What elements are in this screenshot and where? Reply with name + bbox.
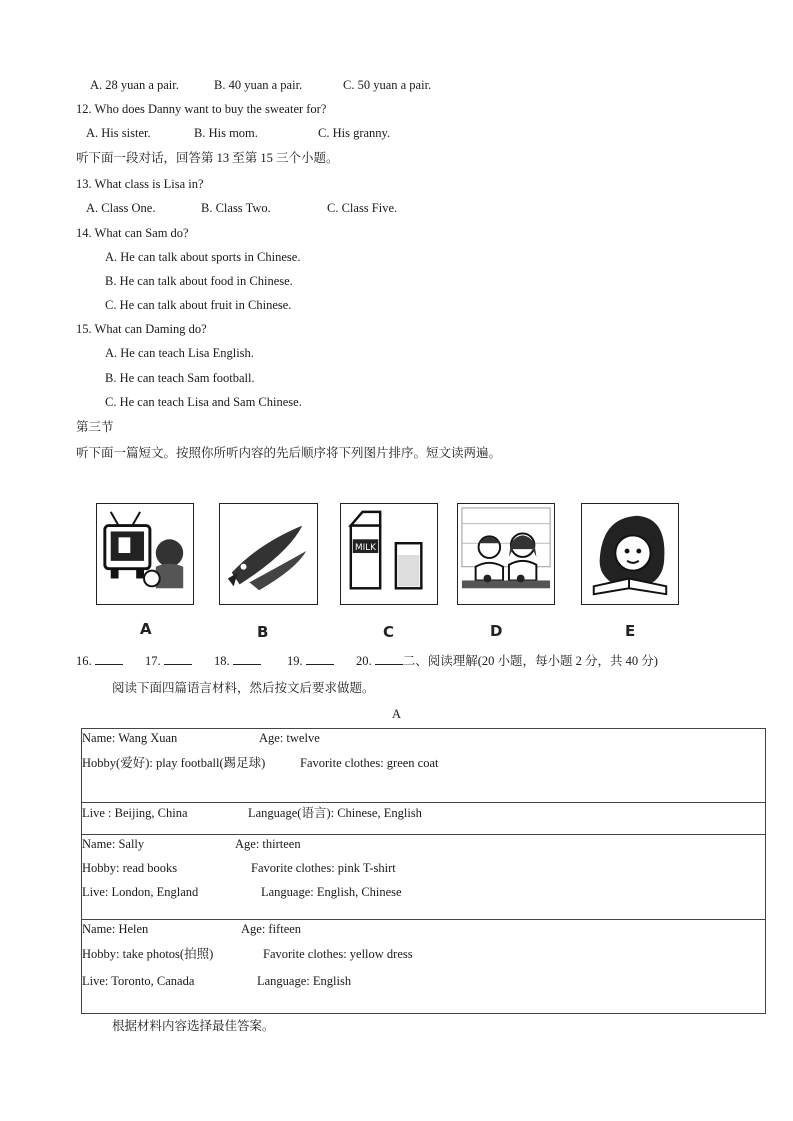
section3-instruction: 听下面一篇短文。按照你所听内容的先后顺序将下列图片排序。短文读两遍。 [76,446,502,460]
profile-3-hobby: Hobby: take photos(拍照) [82,947,214,961]
passage-label: A [392,707,402,721]
q14-question: 14. What can Sam do? [76,226,189,240]
profile-3-name: Name: Helen [82,922,149,936]
table-divider [81,919,766,920]
profile-3-language: Language: English [257,974,352,988]
answer-18-blank[interactable] [233,652,261,665]
picture-b [219,503,318,605]
picture-label-a: A [140,620,152,638]
q15-option-b: B. He can teach Sam football. [105,371,255,385]
picture-label-e: E [625,622,636,640]
answer-18-label: 18. [214,654,230,668]
q13-option-b: B. Class Two. [201,201,271,215]
q12-option-a: A. His sister. [86,126,151,140]
profile-2-live: Live: London, England [82,885,199,899]
milk-label: MILK [355,543,376,554]
answer-17-blank[interactable] [164,652,192,665]
q14-option-a: A. He can talk about sports in Chinese. [105,250,301,264]
answer-16-blank[interactable] [95,652,123,665]
fish-icon [220,504,317,604]
final-instruction: 根据材料内容选择最佳答案。 [112,1019,275,1033]
profile-1-hobby: Hobby(爱好): play football(踢足球) [82,756,266,770]
q12-option-b: B. His mom. [194,126,258,140]
profile-1-age: Age: twelve [259,731,320,745]
profile-1-live: Live : Beijing, China [82,806,188,820]
q11-option-b: B. 40 yuan a pair. [214,78,303,92]
q14-option-c: C. He can talk about fruit in Chinese. [105,298,292,312]
answer-16-label: 16. [76,654,92,668]
profile-2-hobby: Hobby: read books [82,861,178,875]
q12-question: 12. Who does Danny want to buy the sweater for? [76,102,327,116]
answer-19-label: 19. [287,654,303,668]
picture-c [340,503,438,605]
instruction-13-15: 听下面一段对话，回答第 13 至第 15 三个小题。 [76,151,339,165]
picture-label-b: B [257,623,269,641]
q11-option-a: A. 28 yuan a pair. [90,78,179,92]
profile-1-clothes: Favorite clothes: green coat [300,756,439,770]
part2-heading: 二、阅读理解(20 小题，每小题 2 分，共 40 分) [402,654,658,668]
answer-17-label: 17. [145,654,161,668]
q13-option-c: C. Class Five. [327,201,398,215]
picture-a [96,503,194,605]
picture-d [457,503,555,605]
profile-1-language: Language(语言): Chinese, English [248,806,422,820]
tv-watching-icon [97,504,193,604]
two-kids-eating-icon [458,504,554,604]
section3-title: 第三节 [76,420,114,434]
q12-option-c: C. His granny. [318,126,391,140]
q15-question: 15. What can Daming do? [76,322,207,336]
q13-option-a: A. Class One. [86,201,156,215]
profile-3-age: Age: fifteen [241,922,302,936]
profile-2-name: Name: Sally [82,837,145,851]
answer-blanks-row [76,652,658,669]
profile-2-language: Language: English, Chinese [261,885,402,899]
q13-question: 13. What class is Lisa in? [76,177,204,191]
profile-3-clothes: Favorite clothes: yellow dress [263,947,413,961]
answer-20-label: 20. [356,654,372,668]
profile-2-age: Age: thirteen [235,837,301,851]
profile-2-clothes: Favorite clothes: pink T-shirt [251,861,396,875]
girl-reading-icon [582,504,678,604]
profile-3-live: Live: Toronto, Canada [82,974,195,988]
picture-e [581,503,679,605]
table-divider [81,834,766,835]
q14-option-b: B. He can talk about food in Chinese. [105,274,293,288]
profile-1-name: Name: Wang Xuan [82,731,178,745]
milk-carton-glass-icon [341,504,437,604]
answer-19-blank[interactable] [306,652,334,665]
q11-option-c: C. 50 yuan a pair. [343,78,432,92]
picture-label-d: D [490,622,503,640]
table-divider [81,802,766,803]
reading-instruction: 阅读下面四篇语言材料，然后按文后要求做题。 [112,681,375,695]
q15-option-c: C. He can teach Lisa and Sam Chinese. [105,395,302,409]
picture-label-c: C [383,623,395,641]
q15-option-a: A. He can teach Lisa English. [105,346,254,360]
answer-20-blank[interactable] [375,652,403,665]
